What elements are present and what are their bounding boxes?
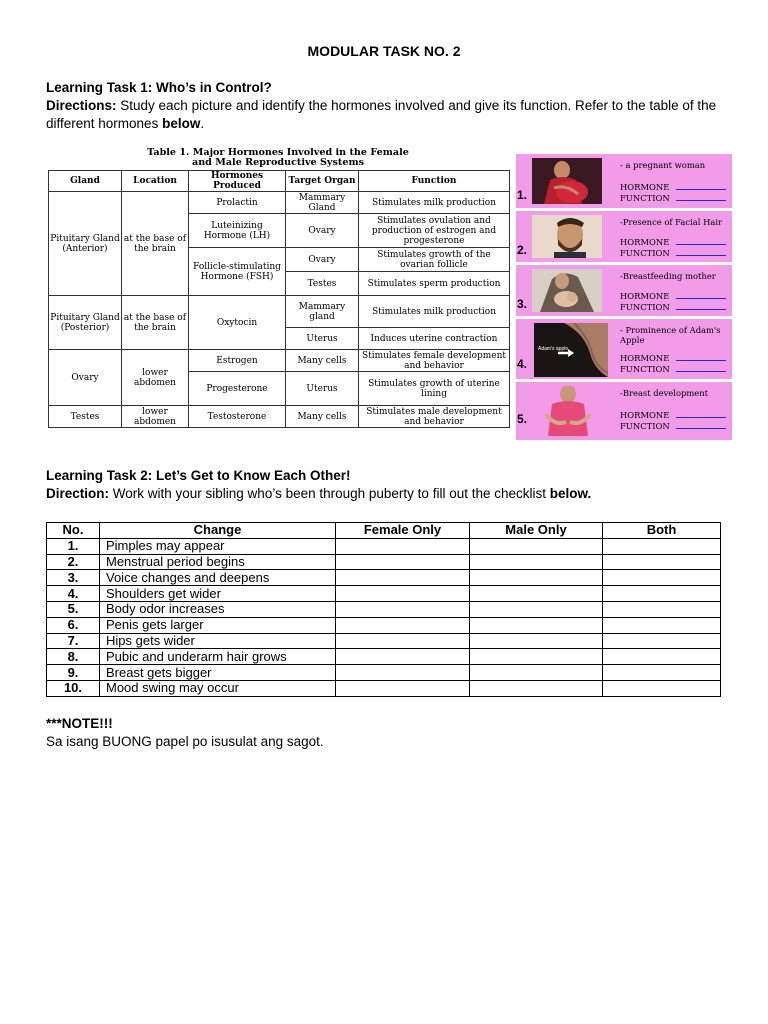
both-cell[interactable] bbox=[603, 665, 721, 681]
female-only-cell[interactable] bbox=[336, 680, 470, 696]
function-label: FUNCTION bbox=[620, 248, 670, 258]
male-only-cell[interactable] bbox=[470, 586, 603, 602]
both-cell[interactable] bbox=[603, 680, 721, 696]
row-number: 8. bbox=[47, 649, 100, 665]
cell-function: Stimulates milk production bbox=[359, 296, 510, 328]
panel-2 bbox=[516, 211, 732, 262]
function-row bbox=[620, 302, 732, 312]
panel-5 bbox=[516, 382, 732, 440]
row-change: Pubic and underarm hair grows bbox=[100, 649, 336, 665]
hormone-label: HORMONE bbox=[620, 237, 670, 247]
cell-target: Many cells bbox=[286, 406, 359, 428]
cell-function: Stimulates growth of uterine lining bbox=[359, 372, 510, 406]
cell-gland: Ovary bbox=[49, 350, 122, 406]
function-label: FUNCTION bbox=[620, 193, 670, 203]
hormones-table bbox=[48, 170, 510, 428]
cell-function: Induces uterine contraction bbox=[359, 328, 510, 350]
directions-text: Study each picture and identify the hormones involved and give its function. Refer to the table of the different hormones bbox=[46, 98, 717, 131]
task2-heading: Learning Task 2: Let’s Get to Know Each Other! bbox=[46, 468, 351, 483]
checklist-header-row bbox=[47, 523, 721, 539]
row-change: Penis gets larger bbox=[100, 617, 336, 633]
checklist-row bbox=[47, 633, 721, 649]
cell-hormone: Prolactin bbox=[189, 192, 286, 214]
panel-number: 4. bbox=[517, 357, 528, 371]
cell-target: Uterus bbox=[286, 372, 359, 406]
row-change: Menstrual period begins bbox=[100, 554, 336, 570]
panel-4 bbox=[516, 319, 732, 379]
both-cell[interactable] bbox=[603, 554, 721, 570]
row-number: 3. bbox=[47, 570, 100, 586]
cell-target: Ovary bbox=[286, 248, 359, 272]
th-target: Target Organ bbox=[286, 171, 359, 192]
hormone-row bbox=[620, 353, 732, 363]
row-change: Pimples may appear bbox=[100, 538, 336, 554]
row-number: 5. bbox=[47, 601, 100, 617]
directions-tail: . bbox=[200, 116, 205, 131]
note-label: ***NOTE!!! bbox=[46, 716, 113, 731]
hormone-label: HORMONE bbox=[620, 353, 670, 363]
table1-row bbox=[49, 350, 510, 372]
row-change: Shoulders get wider bbox=[100, 586, 336, 602]
puberty-checklist-table bbox=[46, 522, 721, 697]
male-only-cell[interactable] bbox=[470, 538, 603, 554]
cell-hormone: Luteinizing Hormone (LH) bbox=[189, 214, 286, 248]
cell-function: Stimulates male development and behavior bbox=[359, 406, 510, 428]
checklist-row bbox=[47, 617, 721, 633]
row-number: 10. bbox=[47, 680, 100, 696]
row-number: 6. bbox=[47, 617, 100, 633]
row-number: 9. bbox=[47, 665, 100, 681]
th-hormones: Hormones Produced bbox=[189, 171, 286, 192]
row-change: Mood swing may occur bbox=[100, 680, 336, 696]
panel-caption: -Breastfeeding mother bbox=[620, 271, 716, 281]
table1-header-row bbox=[49, 171, 510, 192]
cell-location: at the base of the brain bbox=[122, 296, 189, 350]
function-row bbox=[620, 248, 732, 258]
th-both: Both bbox=[603, 523, 721, 539]
both-cell[interactable] bbox=[603, 649, 721, 665]
direction-label: Direction: bbox=[46, 486, 110, 501]
table1-title-line1: Table 1. Major Hormones Involved in the Female bbox=[147, 147, 409, 158]
female-only-cell[interactable] bbox=[336, 570, 470, 586]
panel-caption: - a pregnant woman bbox=[620, 160, 706, 170]
checklist-row bbox=[47, 665, 721, 681]
directions-bold-end: below bbox=[162, 116, 201, 131]
panel-number: 1. bbox=[517, 188, 528, 202]
cell-hormone: Progesterone bbox=[189, 372, 286, 406]
table1-row bbox=[49, 296, 510, 328]
both-cell[interactable] bbox=[603, 538, 721, 554]
panel-caption: -Presence of Facial Hair bbox=[620, 217, 723, 227]
function-row bbox=[620, 193, 732, 203]
both-cell[interactable] bbox=[603, 601, 721, 617]
panel-1 bbox=[516, 154, 732, 208]
directions-label: Directions: bbox=[46, 98, 117, 113]
checklist-row bbox=[47, 570, 721, 586]
cell-gland: Pituitary Gland (Posterior) bbox=[49, 296, 122, 350]
female-only-cell[interactable] bbox=[336, 601, 470, 617]
bearded-man-image bbox=[532, 215, 602, 258]
panel-number: 3. bbox=[517, 297, 528, 311]
panel-3 bbox=[516, 265, 732, 316]
cell-hormone: Estrogen bbox=[189, 350, 286, 372]
female-only-cell[interactable] bbox=[336, 633, 470, 649]
male-only-cell[interactable] bbox=[470, 665, 603, 681]
cell-target: Ovary bbox=[286, 214, 359, 248]
male-only-cell[interactable] bbox=[470, 649, 603, 665]
task2-direction bbox=[46, 485, 726, 503]
th-male-only: Male Only bbox=[470, 523, 603, 539]
table1-title bbox=[46, 148, 510, 170]
th-location: Location bbox=[122, 171, 189, 192]
cell-target: Mammary gland bbox=[286, 296, 359, 328]
male-only-cell[interactable] bbox=[470, 601, 603, 617]
cell-function: Stimulates sperm production bbox=[359, 272, 510, 296]
note-section bbox=[46, 715, 726, 751]
function-row bbox=[620, 421, 732, 431]
row-change: Body odor increases bbox=[100, 601, 336, 617]
row-change: Hips gets wider bbox=[100, 633, 336, 649]
picture-panels bbox=[516, 154, 732, 443]
checklist-row bbox=[47, 649, 721, 665]
panel-number: 5. bbox=[517, 412, 528, 426]
panel-number: 2. bbox=[517, 243, 528, 257]
female-only-cell[interactable] bbox=[336, 586, 470, 602]
direction-bold-end: below. bbox=[549, 486, 592, 501]
hormone-row bbox=[620, 291, 732, 301]
row-change: Breast gets bigger bbox=[100, 665, 336, 681]
hormone-row bbox=[620, 410, 732, 420]
row-number: 1. bbox=[47, 538, 100, 554]
both-cell[interactable] bbox=[603, 617, 721, 633]
male-only-cell[interactable] bbox=[470, 633, 603, 649]
task1-directions bbox=[46, 97, 726, 133]
cell-location: at the base of the brain bbox=[122, 192, 189, 296]
table1-row bbox=[49, 406, 510, 428]
table1-row bbox=[49, 192, 510, 214]
cell-hormone: Oxytocin bbox=[189, 296, 286, 350]
hormone-label: HORMONE bbox=[620, 410, 670, 420]
hormones-table-figure bbox=[46, 148, 510, 436]
cell-target: Testes bbox=[286, 272, 359, 296]
hormone-label: HORMONE bbox=[620, 291, 670, 301]
function-label: FUNCTION bbox=[620, 302, 670, 312]
female-only-cell[interactable] bbox=[336, 649, 470, 665]
hormone-row bbox=[620, 182, 732, 192]
task1-heading: Learning Task 1: Who’s in Control? bbox=[46, 80, 272, 95]
male-only-cell[interactable] bbox=[470, 680, 603, 696]
note-text: Sa isang BUONG papel po isusulat ang sagot. bbox=[46, 734, 324, 749]
task2-section bbox=[46, 467, 726, 503]
cell-function: Stimulates growth of the ovarian follicle bbox=[359, 248, 510, 272]
female-only-cell[interactable] bbox=[336, 538, 470, 554]
row-change: Voice changes and deepens bbox=[100, 570, 336, 586]
male-only-cell[interactable] bbox=[470, 617, 603, 633]
row-number: 4. bbox=[47, 586, 100, 602]
female-only-cell[interactable] bbox=[336, 554, 470, 570]
hormone-label: HORMONE bbox=[620, 182, 670, 192]
cell-target: Mammary Gland bbox=[286, 192, 359, 214]
adams-apple-image-label: Adam's apple bbox=[538, 346, 569, 352]
checklist-row bbox=[47, 680, 721, 696]
table1-title-line2: and Male Reproductive Systems bbox=[191, 157, 364, 168]
cell-location: lower abdomen bbox=[122, 406, 189, 428]
function-row bbox=[620, 364, 732, 374]
th-function: Function bbox=[359, 171, 510, 192]
task1-section bbox=[46, 79, 726, 133]
checklist-row bbox=[47, 586, 721, 602]
cell-target: Uterus bbox=[286, 328, 359, 350]
th-gland: Gland bbox=[49, 171, 122, 192]
cell-location: lower abdomen bbox=[122, 350, 189, 406]
row-number: 2. bbox=[47, 554, 100, 570]
cell-function: Stimulates milk production bbox=[359, 192, 510, 214]
male-only-cell[interactable] bbox=[470, 554, 603, 570]
cell-gland: Pituitary Gland (Anterior) bbox=[49, 192, 122, 296]
male-only-cell[interactable] bbox=[470, 570, 603, 586]
cell-target: Many cells bbox=[286, 350, 359, 372]
both-cell[interactable] bbox=[603, 633, 721, 649]
checklist-row bbox=[47, 554, 721, 570]
checklist-row bbox=[47, 538, 721, 554]
panel-caption: -Breast development bbox=[620, 388, 709, 398]
female-only-cell[interactable] bbox=[336, 617, 470, 633]
both-cell[interactable] bbox=[603, 586, 721, 602]
hormone-row bbox=[620, 237, 732, 247]
direction-text: Work with your sibling who’s been through puberty to fill out the checklist bbox=[109, 486, 550, 501]
checklist-row bbox=[47, 601, 721, 617]
panel-caption: - Prominence of Adam's Apple bbox=[620, 325, 721, 345]
cell-hormone: Testosterone bbox=[189, 406, 286, 428]
pregnant-woman-image bbox=[532, 158, 602, 204]
female-only-cell[interactable] bbox=[336, 665, 470, 681]
cell-function: Stimulates female development and behavior bbox=[359, 350, 510, 372]
row-number: 7. bbox=[47, 633, 100, 649]
both-cell[interactable] bbox=[603, 570, 721, 586]
th-no: No. bbox=[47, 523, 100, 539]
cell-hormone: Follicle-stimulating Hormone (FSH) bbox=[189, 248, 286, 296]
breastfeeding-mother-image bbox=[532, 269, 602, 312]
cell-function: Stimulates ovulation and production of estrogen and progesterone bbox=[359, 214, 510, 248]
function-label: FUNCTION bbox=[620, 421, 670, 431]
breast-development-image bbox=[532, 386, 602, 436]
function-label: FUNCTION bbox=[620, 364, 670, 374]
page-title: MODULAR TASK NO. 2 bbox=[307, 43, 461, 59]
adams-apple-image bbox=[534, 323, 608, 377]
th-female-only: Female Only bbox=[336, 523, 470, 539]
cell-gland: Testes bbox=[49, 406, 122, 428]
th-change: Change bbox=[100, 523, 336, 539]
